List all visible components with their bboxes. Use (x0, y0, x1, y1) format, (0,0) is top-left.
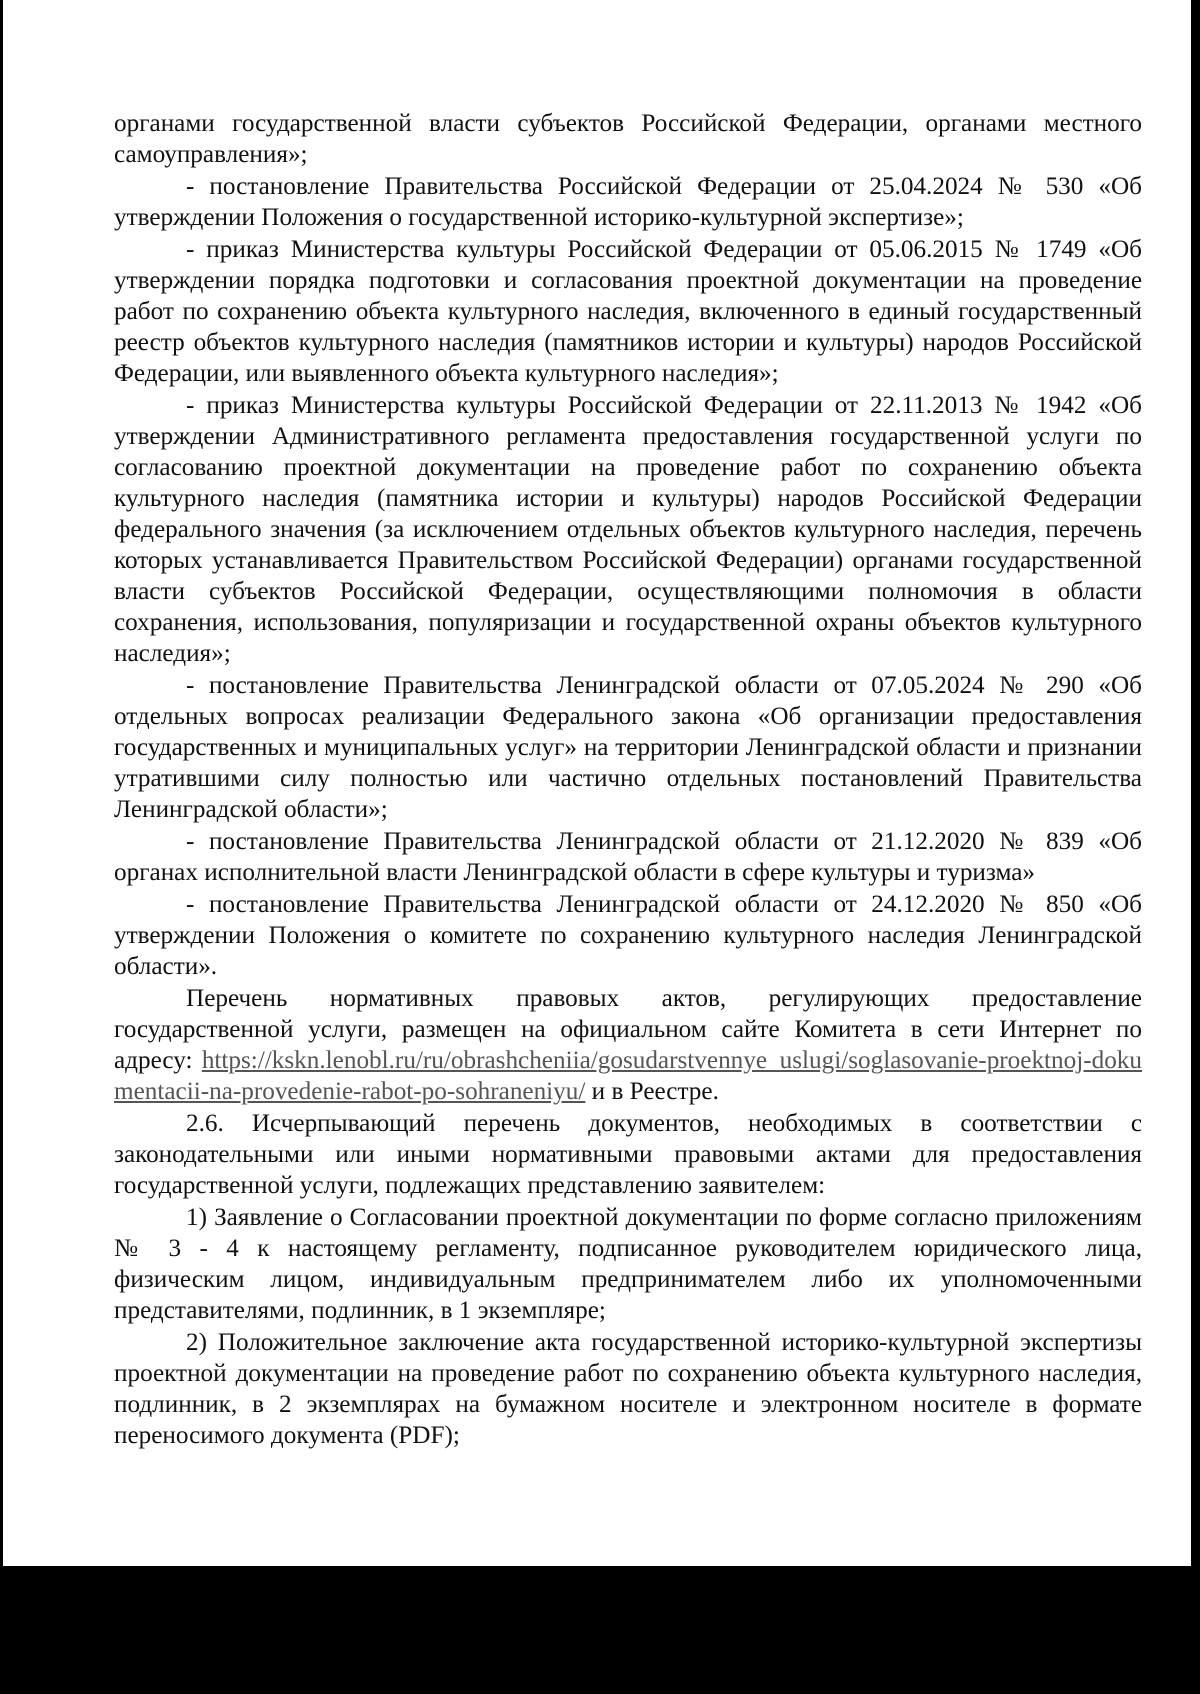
paragraph-section-2-6: 2.6. Исчерпывающий перечень документов, необходимых в соответствии с законодательными или иными нормативными правовыми актами для предоставления государственной услуги, подлежащих представлению заявителем: (114, 1110, 1142, 1199)
scan-bottom-band (0, 1566, 1200, 1694)
paragraph-item-2: 2) Положительное заключение акта государственной историко-культурной экспертизы проектной документации на проведение работ по сохранению объекта культурного наследия, подлинник, в 2 экземплярах на бумажном носителе и электронном носителе в формате переносимого документа (PDF); (114, 1329, 1142, 1449)
paragraph-2: - постановление Правительства Российской Федерации от 25.04.2024 № 530 «Об утверждении Положения о государственной историко-культурной экспертизе»; (114, 173, 1142, 231)
paragraph-legal-acts-link (114, 983, 1142, 1107)
link-lead-text: Перечень нормативных правовых актов, регулирующих предоставление государственной услуги, размещен на официальном сайте Комитета в сети Интернет по адресу: (114, 985, 1142, 1074)
paragraph-5: - постановление Правительства Ленинградской области от 07.05.2024 № 290 «Об отдельных вопросах реализации Федерального закона «Об организации предоставления государственных и муниципальных услуг» на территории Ленинградской области и признании утратившими силу полностью или частично отдельных постановлений Правительства Ленинградской области»; (114, 672, 1142, 823)
scan-left-edge (0, 0, 3, 1694)
document-body (114, 108, 1142, 1452)
committee-website-link[interactable]: https://kskn.lenobl.ru/ru/obrashcheniia/gosudarstvennye_uslugi/soglasovanie-proektnoj-dokumentacii-na-provedenie-rabot-po-sohraneniyu/ (114, 1047, 1142, 1105)
scan-right-edge (1191, 0, 1200, 1580)
paragraph-4: - приказ Министерства культуры Российской Федерации от 22.11.2013 № 1942 «Об утверждении Административного регламента предоставления государственной услуги по согласованию проектной документации на проведение работ по сохранению объекта культурного наследия (памятника истории и культуры) народов Российской Федерации федерального значения (за исключением отдельных объектов культурного наследия, перечень которых устанавливается Правительством Российской Федерации) органами государственной власти субъектов Российской Федерации, осуществляющими полномочия в области сохранения, использования, популяризации и государственной охраны объектов культурного наследия»; (114, 392, 1142, 667)
paragraph-6: - постановление Правительства Ленинградской области от 21.12.2020 № 839 «Об органах исполнительной власти Ленинградской области в сфере культуры и туризма» (114, 828, 1142, 886)
paragraph-item-1: 1) Заявление о Согласовании проектной документации по форме согласно приложениям № 3 - 4 к настоящему регламенту, подписанное руководителем юридического лица, физическим лицом, индивидуальным предпринимателем либо их уполномоченными представителями, подлинник, в 1 экземпляре; (114, 1204, 1142, 1324)
link-trailing-text: и в Реестре. (585, 1078, 719, 1105)
paragraph-1: органами государственной власти субъектов Российской Федерации, органами местного самоуправления»; (114, 110, 1142, 168)
paragraph-7: - постановление Правительства Ленинградской области от 24.12.2020 № 850 «Об утверждении Положения о комитете по сохранению культурного наследия Ленинградской области». (114, 891, 1142, 980)
paragraph-3: - приказ Министерства культуры Российской Федерации от 05.06.2015 № 1749 «Об утверждении порядка подготовки и согласования проектной документации на проведение работ по сохранению объекта культурного наследия, включенного в единый государственный реестр объектов культурного наследия (памятников истории и культуры) народов Российской Федерации, или выявленного объекта культурного наследия»; (114, 236, 1142, 387)
